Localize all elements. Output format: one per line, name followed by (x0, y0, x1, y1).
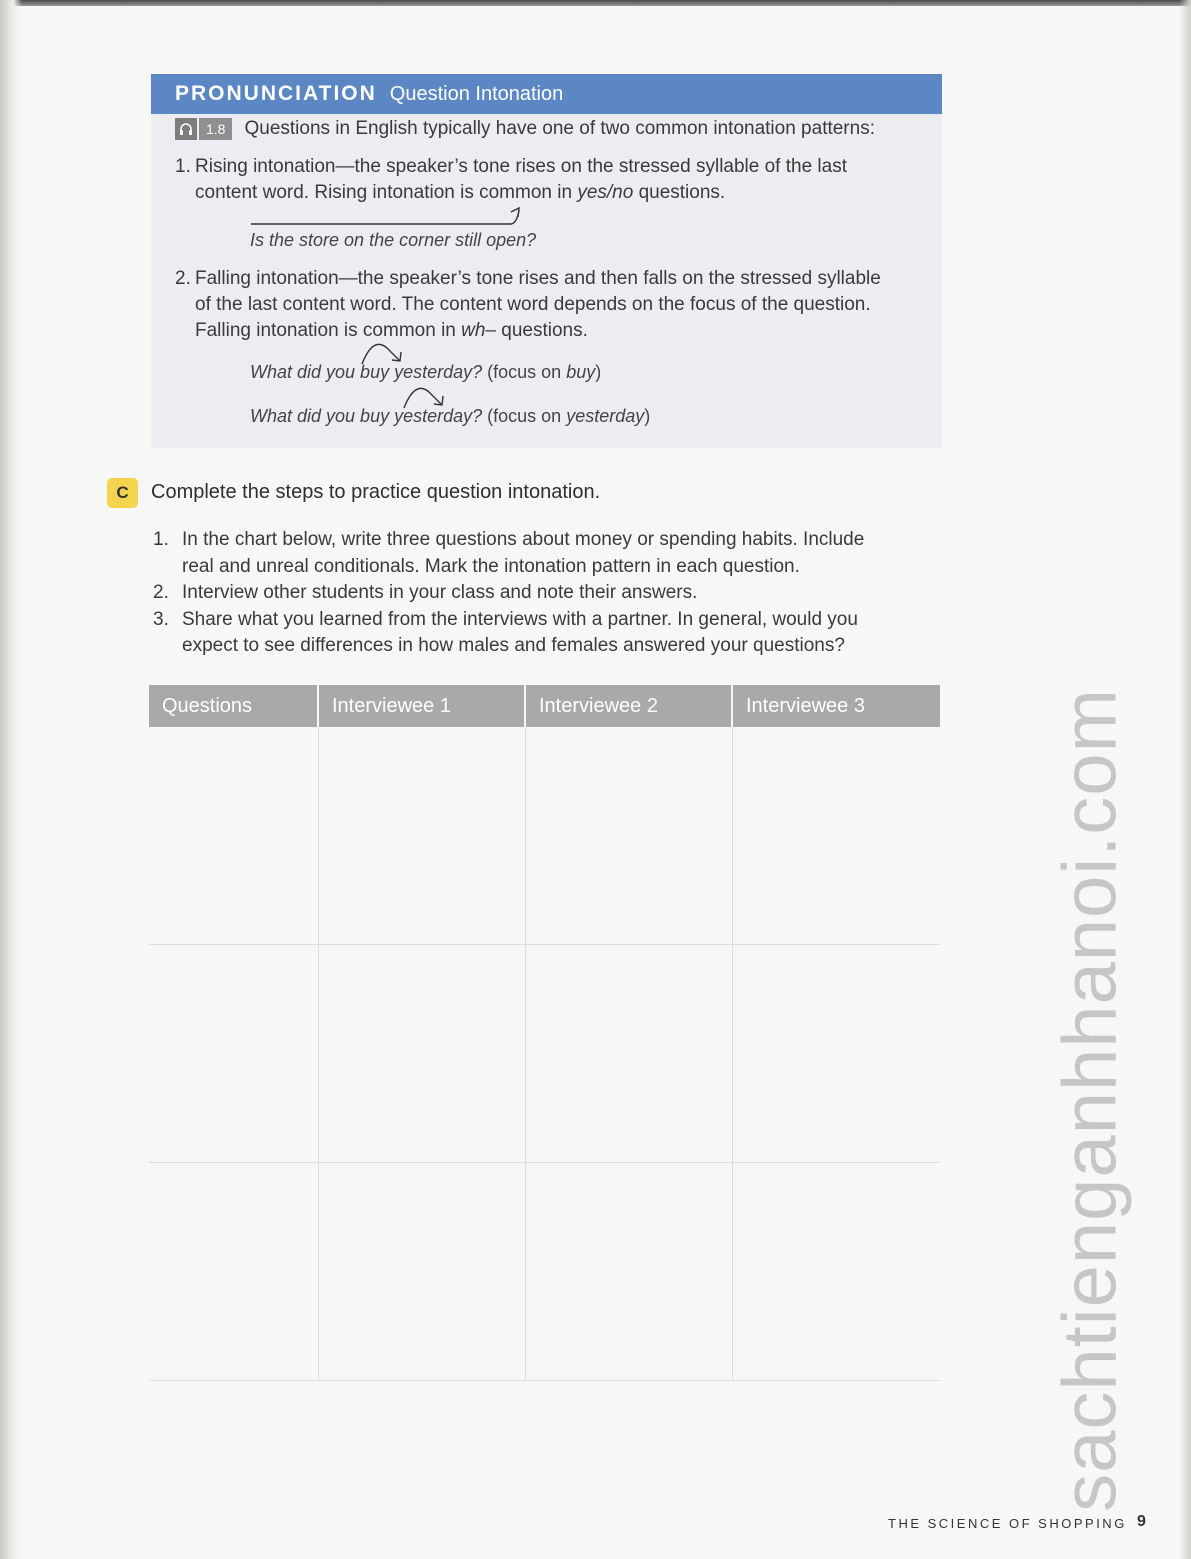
answer-cell[interactable] (526, 727, 733, 944)
chart-body (149, 727, 940, 1381)
page-edge-top (0, 0, 1191, 6)
page-edge-right (1179, 0, 1191, 1559)
header-questions: Questions (149, 685, 319, 727)
answer-cell[interactable] (319, 1163, 526, 1380)
item-number: 1. (175, 156, 191, 177)
audio-badge[interactable] (175, 118, 232, 140)
answer-cell[interactable] (733, 945, 940, 1162)
table-row (149, 945, 940, 1163)
intro-text: Questions in English typically have one of two common intonation patterns: (244, 118, 875, 139)
item-text-line: Falling intonation—the speaker’s tone rises and then falls on the stressed syllable (195, 268, 881, 289)
answer-cell[interactable] (319, 727, 526, 944)
interview-chart (149, 685, 940, 1381)
pronunciation-header (151, 74, 942, 114)
pronunciation-title: PRONUNCIATION (175, 82, 377, 105)
falling-example-yesterday: What did you buy yesterday? (focus on yesterday) (250, 406, 651, 426)
rising-arrow-icon (249, 204, 529, 228)
answer-cell[interactable] (733, 727, 940, 944)
falling-example-buy: What did you buy yesterday? (focus on buy) (250, 362, 602, 382)
intro-line (175, 118, 875, 140)
pronunciation-subtitle: Question Intonation (389, 82, 564, 105)
rising-example: Is the store on the corner still open? (250, 230, 537, 250)
section-c-heading: Complete the steps to practice question intonation. (151, 481, 601, 503)
chart-header-row (149, 685, 940, 727)
question-cell[interactable] (149, 1163, 319, 1380)
table-row (149, 727, 940, 945)
item-text-line: Falling intonation is common in wh– questions. (195, 320, 588, 341)
step-item: 1. In the chart below, write three questions about money or spending habits. Include real and unreal conditionals. Mark the intonation pattern in each question. (153, 529, 865, 577)
item-text-line: content word. Rising intonation is common in yes/no questions. (195, 182, 726, 203)
footer-unit-title: THE SCIENCE OF SHOPPING (888, 1516, 1127, 1531)
item-number: 2. (175, 268, 191, 289)
answer-cell[interactable] (526, 1163, 733, 1380)
headphones-icon (175, 118, 197, 140)
question-cell[interactable] (149, 727, 319, 944)
section-c-badge: C (107, 478, 138, 508)
table-row (149, 1163, 940, 1381)
answer-cell[interactable] (526, 945, 733, 1162)
header-interviewee-3: Interviewee 3 (733, 685, 940, 727)
header-interviewee-1: Interviewee 1 (319, 685, 526, 727)
step-item: 3. Share what you learned from the interviews with a partner. In general, would you expect to see differences in how males and females answered your questions? (153, 608, 858, 656)
rising-intonation-item (175, 154, 935, 206)
step-item: 2. Interview other students in your class and note their answers. (153, 582, 698, 603)
watermark: sachtienganhhanoi.com (1047, 688, 1133, 1512)
audio-track-number: 1.8 (199, 118, 232, 140)
item-text-line: of the last content word. The content word depends on the focus of the question. (195, 294, 871, 315)
item-text-line: Rising intonation—the speaker’s tone rises on the stressed syllable of the last (195, 156, 847, 177)
page-binding-shadow (0, 0, 22, 1559)
section-c-steps (153, 527, 923, 660)
answer-cell[interactable] (733, 1163, 940, 1380)
answer-cell[interactable] (319, 945, 526, 1162)
question-cell[interactable] (149, 945, 319, 1162)
page-number: 9 (1137, 1513, 1146, 1530)
falling-intonation-item (175, 266, 935, 344)
pronunciation-box (151, 74, 942, 448)
header-interviewee-2: Interviewee 2 (526, 685, 733, 727)
